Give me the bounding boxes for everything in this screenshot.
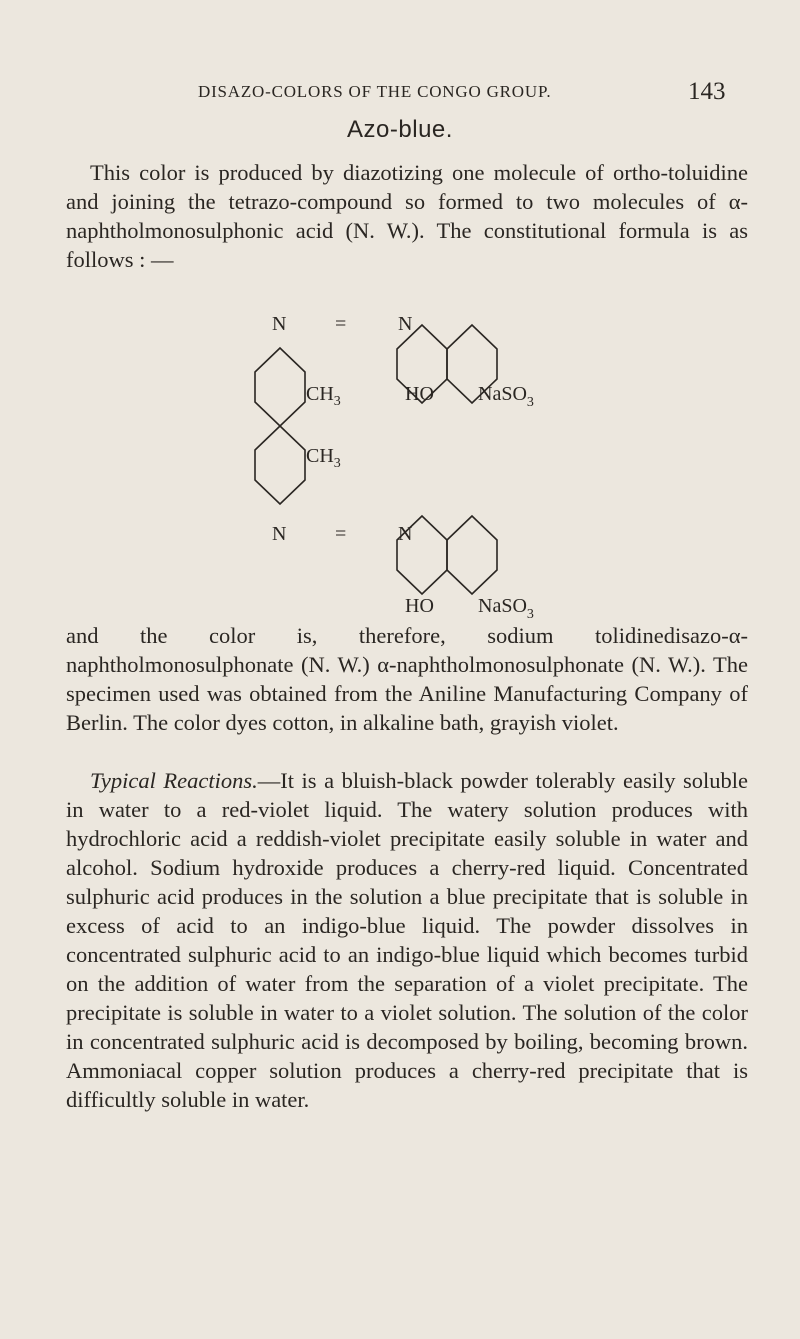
reactions-text: —It is a bluish-black powder tolerably easily soluble in water to a red-violet liquid. The watery solution produces with hydrochloric acid a reddish-violet precipitate easily soluble in water and alcohol. Sodium hydroxide produces a cherry-red liquid. Concentrated sulphuric acid produces in the solution a blue precipitate that is soluble in excess of acid to an indigo-blue liquid. The powder dissolves in concentrated sulphuric acid to an indigo-blue liquid which becomes turbid on the addition of water from the separation of a violet precipitate. The precipitate is soluble in water to a violet solution. The solution of the color in concentrated sulphuric acid is decomposed by boiling, becoming brown. Ammoniacal copper solution produces a cherry-red precipitate that is difficultly soluble in water. bbox=[66, 768, 749, 1112]
lower-nitrogen-right: N bbox=[398, 523, 413, 545]
reactions-paragraph bbox=[66, 766, 748, 1114]
lower-sulphonate-label: NaSO$_3$ bbox=[478, 595, 534, 620]
upper-benzene-ring bbox=[255, 348, 305, 426]
upper-sulphonate-label: NaSO$_3$ bbox=[478, 383, 534, 410]
upper-methyl-label: $CH_3$ bbox=[306, 383, 341, 409]
upper-nitrogen-right: N bbox=[398, 313, 413, 335]
upper-nitrogen-left: N bbox=[272, 313, 287, 335]
structural-formula bbox=[240, 300, 600, 620]
running-head: DISAZO-COLORS OF THE CONGO GROUP. bbox=[198, 82, 552, 101]
lower-double-bond: = bbox=[335, 523, 347, 545]
lower-nitrogen-left: N bbox=[272, 523, 287, 545]
page-number: 143 bbox=[688, 78, 726, 105]
lower-naphthalene-ring-2 bbox=[447, 516, 497, 594]
lower-methyl-label: $CH_3$ bbox=[306, 445, 341, 471]
upper-double-bond: = bbox=[335, 313, 347, 335]
page-header bbox=[0, 80, 800, 110]
intro-paragraph bbox=[66, 158, 748, 274]
conclusion-paragraph: and the color is, therefore, sodium tolidinedisazo-α-naphtholmonosulphonate (N. W.) α-naphtholmonosulphonate (N. W.). The specimen used was obtained from the Aniline Manufacturing Company of Berlin. The color dyes cotton, in alkaline bath, grayish violet. bbox=[66, 623, 748, 735]
reactions-label: Typical Reactions. bbox=[90, 768, 258, 793]
upper-hydroxyl-label: HO bbox=[405, 383, 434, 405]
intro-text: This color is produced by diazotizing one molecule of ortho-toluidine and joining the tetrazo-compound so formed to two molecules of α-naphtholmonosulphonic acid (N. W.). The constitutional formula is as follows : — bbox=[66, 160, 748, 272]
lower-benzene-ring bbox=[255, 426, 305, 504]
lower-hydroxyl-label: HO bbox=[405, 595, 434, 617]
section-title: Azo-blue. bbox=[347, 116, 453, 143]
formula-diagram bbox=[240, 300, 600, 620]
